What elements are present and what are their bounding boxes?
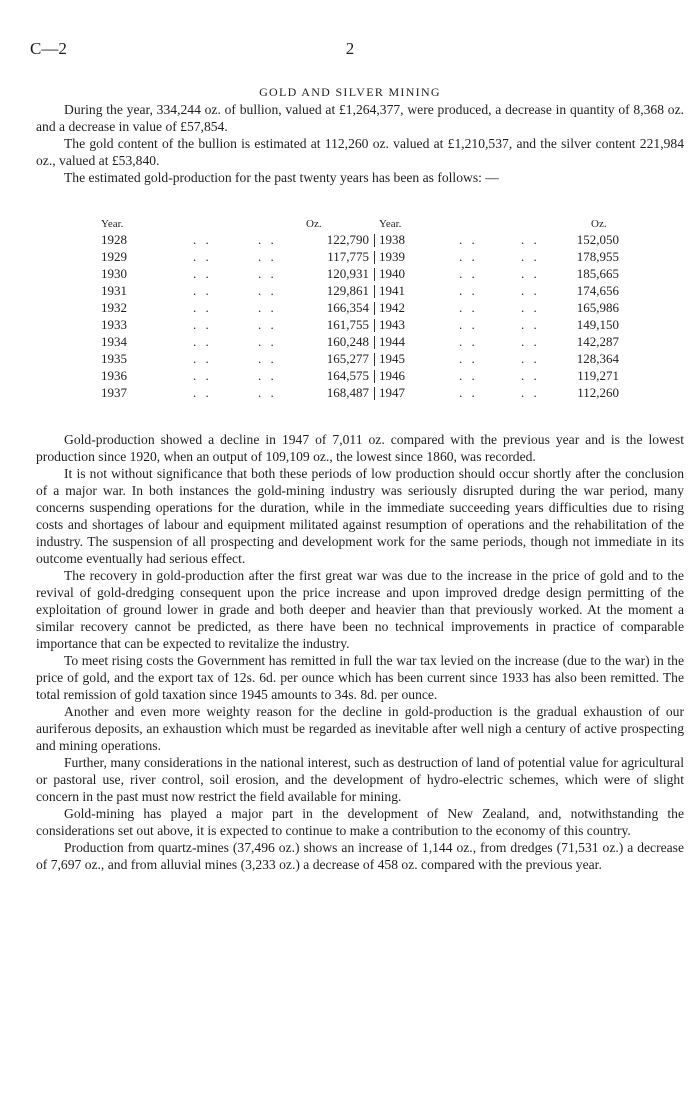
leader-dots: . .: [258, 351, 277, 366]
paragraph: The estimated gold-production for the past twenty years has been as follows: —: [64, 170, 499, 185]
leader-dots: . .: [459, 368, 478, 383]
leader-dots: . .: [459, 249, 478, 264]
column-divider: [374, 234, 375, 247]
leader-dots: . .: [459, 334, 478, 349]
paragraph: Another and even more weighty reason for the decline in gold-production is the gradual exhaustion of our auriferous deposits, an exhaustion which must be regarded as inevitable after well nigh a century of active prospecting and mining operations.: [36, 704, 684, 753]
column-divider: [374, 302, 375, 315]
year-cell: 1940: [379, 266, 405, 281]
year-cell: 1931: [101, 283, 127, 298]
ounces-cell: 112,260: [577, 385, 619, 400]
column-divider: [374, 285, 375, 298]
ounces-cell: 152,050: [576, 232, 619, 247]
column-divider: [374, 387, 375, 400]
ounces-cell: 119,271: [577, 368, 619, 383]
ounces-cell: 178,955: [576, 249, 619, 264]
leader-dots: . .: [258, 300, 277, 315]
table-row: [101, 316, 621, 333]
leader-dots: . .: [521, 385, 540, 400]
column-divider: [374, 336, 375, 349]
year-cell: 1939: [379, 249, 405, 264]
table-body: [101, 231, 621, 401]
leader-dots: . .: [193, 283, 212, 298]
leader-dots: . .: [521, 317, 540, 332]
paragraph: The gold content of the bullion is estimated at 112,260 oz. valued at £1,210,537, and the silver content 221,984 oz., valued at £53,840.: [36, 136, 684, 168]
leader-dots: . .: [193, 351, 212, 366]
table-row: [101, 333, 621, 350]
column-header-oz: Oz.: [591, 218, 607, 230]
ounces-cell: 168,487: [326, 385, 369, 400]
leader-dots: . .: [258, 266, 277, 281]
paragraph: Gold-mining has played a major part in the development of New Zealand, and, notwithstanding the considerations set out above, it is expected to continue to make a contribution to the economy of this country.: [36, 806, 684, 838]
leader-dots: . .: [258, 232, 277, 247]
column-divider: [374, 268, 375, 281]
ounces-cell: 117,775: [327, 249, 369, 264]
column-header-oz: Oz.: [306, 218, 322, 230]
ounces-cell: 161,755: [326, 317, 369, 332]
ounces-cell: 164,575: [326, 368, 369, 383]
paragraph: To meet rising costs the Government has remitted in full the war tax levied on the increase (due to the war) in the price of gold, and the export tax of 12s. 6d. per ounce which has been current since 1933 has also been remitted. The total remission of gold taxation since 1945 amounts to 34s. 8d. per ounce.: [36, 653, 684, 702]
leader-dots: . .: [521, 266, 540, 281]
ounces-cell: 174,656: [576, 283, 619, 298]
leader-dots: . .: [193, 232, 212, 247]
leader-dots: . .: [193, 300, 212, 315]
paragraph: It is not without significance that both these periods of low production should occur shortly after the conclusion of a major war. In both instances the gold-mining industry was seriously disrupted during the war period, many concerns suspending operations for the duration, while in the immediate succeeding years difficulties due to rising costs and shortages of labour and equipment militated against resumption of operations and the rehabilitation of the industry. The suspension of all prospecting and development work for the same periods, though not immediate in its outcome eventually had serious effect.: [36, 466, 684, 566]
year-cell: 1937: [101, 385, 127, 400]
year-cell: 1944: [379, 334, 405, 349]
paragraph: During the year, 334,244 oz. of bullion, valued at £1,264,377, were produced, a decrease in quantity of 8,368 oz. and a decrease in value of £57,854.: [36, 102, 684, 134]
gold-production-table: [101, 216, 621, 401]
leader-dots: . .: [459, 266, 478, 281]
table-row: [101, 231, 621, 248]
ounces-cell: 165,277: [326, 351, 369, 366]
table-row: [101, 384, 621, 401]
page-header: [30, 40, 670, 62]
ounces-cell: 160,248: [326, 334, 369, 349]
leader-dots: . .: [521, 232, 540, 247]
year-cell: 1945: [379, 351, 405, 366]
ounces-cell: 166,354: [326, 300, 369, 315]
leader-dots: . .: [459, 317, 478, 332]
leader-dots: . .: [193, 385, 212, 400]
table-row: [101, 350, 621, 367]
year-cell: 1942: [379, 300, 405, 315]
ounces-cell: 142,287: [576, 334, 619, 349]
section-title: GOLD AND SILVER MINING: [259, 85, 441, 99]
year-cell: 1938: [379, 232, 405, 247]
table-row: [101, 299, 621, 316]
column-divider: [374, 251, 375, 264]
leader-dots: . .: [459, 300, 478, 315]
leader-dots: . .: [521, 300, 540, 315]
leader-dots: . .: [193, 334, 212, 349]
leader-dots: . .: [193, 368, 212, 383]
leader-dots: . .: [521, 249, 540, 264]
table-row: [101, 248, 621, 265]
column-header-year: Year.: [101, 218, 124, 230]
leader-dots: . .: [459, 351, 478, 366]
paragraph: Production from quartz-mines (37,496 oz.) shows an increase of 1,144 oz., from dredges (71,531 oz.) a decrease of 7,697 oz., and from alluvial mines (3,233 oz.) a decrease of 458 oz. compared with the previous year.: [36, 840, 684, 872]
leader-dots: . .: [459, 385, 478, 400]
ounces-cell: 120,931: [326, 266, 369, 281]
year-cell: 1929: [101, 249, 127, 264]
column-divider: [374, 353, 375, 366]
ounces-cell: 129,861: [326, 283, 369, 298]
ounces-cell: 128,364: [576, 351, 619, 366]
column-divider: [374, 319, 375, 332]
year-cell: 1943: [379, 317, 405, 332]
leader-dots: . .: [459, 232, 478, 247]
document-reference: C—2: [30, 39, 67, 58]
leader-dots: . .: [193, 266, 212, 281]
year-cell: 1928: [101, 232, 127, 247]
year-cell: 1933: [101, 317, 127, 332]
ounces-cell: 165,986: [576, 300, 619, 315]
body-text: [36, 431, 684, 873]
leader-dots: . .: [521, 283, 540, 298]
year-cell: 1932: [101, 300, 127, 315]
leader-dots: . .: [193, 317, 212, 332]
leader-dots: . .: [258, 385, 277, 400]
year-cell: 1941: [379, 283, 405, 298]
paragraph: Further, many considerations in the national interest, such as destruction of land of potential value for agricultural or pastoral use, river control, soil erosion, and the development of hydro-electric schemes, which were of slight concern in the past must now restrict the field available for mining.: [36, 755, 684, 804]
table-row: [101, 367, 621, 384]
year-cell: 1934: [101, 334, 127, 349]
ounces-cell: 185,665: [576, 266, 619, 281]
ounces-cell: 122,790: [326, 232, 369, 247]
leader-dots: . .: [258, 317, 277, 332]
table-header: [101, 216, 621, 231]
year-cell: 1930: [101, 266, 127, 281]
page-number: 2: [345, 39, 355, 58]
leader-dots: . .: [459, 283, 478, 298]
column-divider: [374, 370, 375, 383]
intro-section: [36, 101, 684, 186]
year-cell: 1946: [379, 368, 405, 383]
leader-dots: . .: [193, 249, 212, 264]
ounces-cell: 149,150: [576, 317, 619, 332]
table-row: [101, 282, 621, 299]
year-cell: 1947: [379, 385, 405, 400]
leader-dots: . .: [258, 249, 277, 264]
leader-dots: . .: [258, 368, 277, 383]
paragraph: Gold-production showed a decline in 1947 of 7,011 oz. compared with the previous year and is the lowest production since 1920, when an output of 109,109 oz., the lowest since 1860, was recorded.: [36, 432, 684, 464]
leader-dots: . .: [521, 334, 540, 349]
paragraph: The recovery in gold-production after the first great war was due to the increase in the price of gold and to the revival of gold-dredging consequent upon the price increase and upon improved dredge design permitting of the exploitation of ground lower in grade and both deeper and heavier than that previously worked. At the moment a similar recovery cannot be predicted, as there have been no technical improvements in practice of comparable importance that can be expected to revitalize the industry.: [36, 568, 684, 651]
year-cell: 1936: [101, 368, 127, 383]
table-row: [101, 265, 621, 282]
leader-dots: . .: [258, 334, 277, 349]
leader-dots: . .: [521, 368, 540, 383]
leader-dots: . .: [521, 351, 540, 366]
leader-dots: . .: [258, 283, 277, 298]
column-header-year: Year.: [379, 218, 402, 230]
year-cell: 1935: [101, 351, 127, 366]
